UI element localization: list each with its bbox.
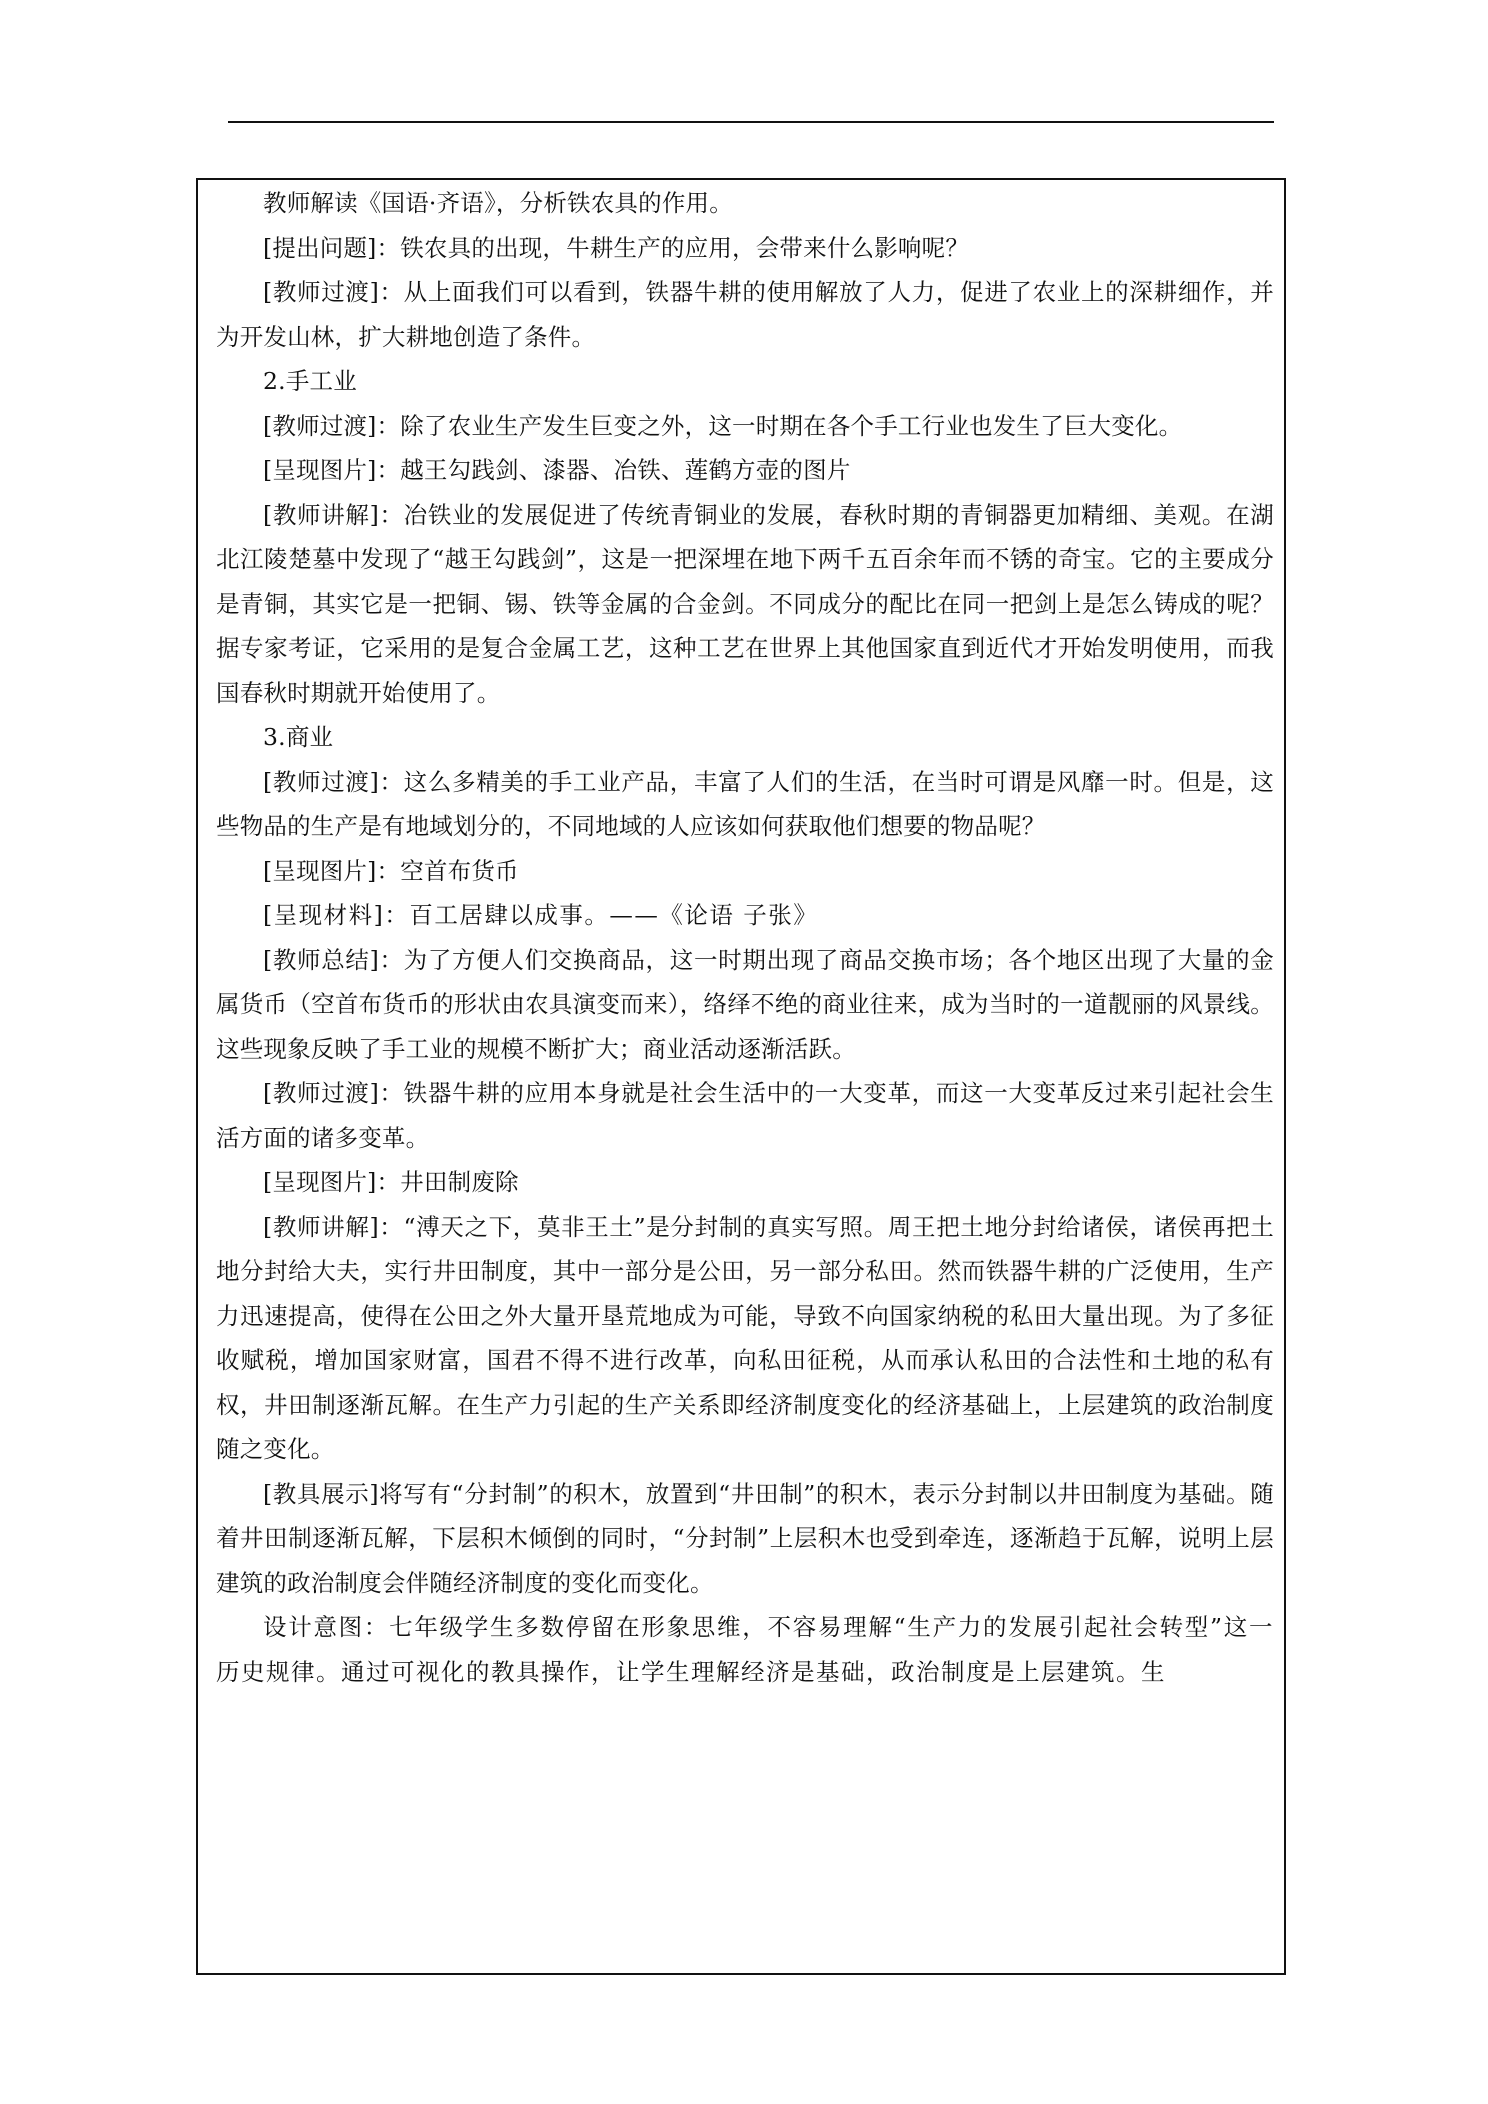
paragraph-reading: 教师解读《国语·齐语》，分析铁农具的作用。 [263, 189, 733, 217]
paragraph-explain-sword: [教师讲解]：冶铁业的发展促进了传统青铜业的发展，春秋时期的青铜器更加精细、美观。在湖北江陵楚墓中发现了“越王勾践剑”，这是一把深埋在地下两千五百余年而不锈的奇宝。它的主要成分是青铜，其实它是一把铜、锡、铁等金属的合金剑。不同成分的配比在同一把剑上是怎么铸成的呢？据专家考证，它采用的是复合金属工艺，这种工艺在世界上其他国家直到近代才开始发明使用，而我国春秋时期就开始使用了。 [216, 500, 1274, 707]
paragraph-show-image-jingtian: [呈现图片]：井田制废除 [263, 1168, 519, 1196]
paragraph-transition-handicraft: [教师过渡]：除了农业生产发生巨变之外，这一时期在各个手工行业也发生了巨大变化。 [263, 411, 1183, 440]
paragraph-design-intent: 设计意图：七年级学生多数停留在形象思维，不容易理解“生产力的发展引起社会转型”这一历史规律。通过可视化的教具操作，让学生理解经济是基础，政治制度是上层建筑。生 [216, 1613, 1274, 1686]
paragraph-show-images-handicraft: [呈现图片]：越王勾践剑、漆器、冶铁、莲鹤方壶的图片 [263, 456, 851, 484]
paragraph-show-material: [呈现材料]：百工居肆以成事。——《论语 子张》 [263, 901, 819, 929]
header-rule [228, 121, 1274, 123]
paragraph-summary-commerce: [教师总结]：为了方便人们交换商品，这一时期出现了商品交换市场；各个地区出现了大量的金属货币（空首布货币的形状由农具演变而来），络绎不绝的商业往来，成为当时的一道靓丽的风景线。这些现象反映了手工业的规模不断扩大；商业活动逐渐活跃。 [216, 945, 1274, 1063]
paragraph-transition-agriculture: [教师过渡]：从上面我们可以看到，铁器牛耕的使用解放了人力，促进了农业上的深耕细作，并为开发山林，扩大耕地创造了条件。 [216, 278, 1274, 351]
paragraph-question: [提出问题]：铁农具的出现，牛耕生产的应用，会带来什么影响呢？ [263, 233, 970, 262]
paragraph-show-image-currency: [呈现图片]：空首布货币 [263, 856, 519, 885]
paragraph-transition-society: [教师过渡]：铁器牛耕的应用本身就是社会生活中的一大变革，而这一大变革反过来引起社会生活方面的诸多变革。 [216, 1079, 1274, 1152]
paragraph-explain-jingtian: [教师讲解]：“溥天之下，莫非王土”是分封制的真实写照。周王把土地分封给诸侯，诸侯再把土地分封给大夫，实行井田制度，其中一部分是公田，另一部分私田。然而铁器牛耕的广泛使用，生产力迅速提高，使得在公田之外大量开垦荒地成为可能，导致不向国家纳税的私田大量出现。为了多征收赋税，增加国家财富，国君不得不进行改革，向私田征税，从而承认私田的合法性和土地的私有权，井田制逐渐瓦解。在生产力引起的生产关系即经济制度变化的经济基础上，上层建筑的政治制度随之变化。 [216, 1212, 1274, 1463]
paragraph-teaching-aid: [教具展示]将写有“分封制”的积木，放置到“井田制”的积木，表示分封制以井田制度为基础。随着井田制逐渐瓦解，下层积木倾倒的同时，“分封制”上层积木也受到牵连，逐渐趋于瓦解，说明上层建筑的政治制度会伴随经济制度的变化而变化。 [216, 1479, 1274, 1597]
heading-commerce: 3.商业 [263, 723, 334, 751]
heading-handicraft: 2.手工业 [263, 367, 357, 395]
lesson-content [216, 181, 1274, 1694]
paragraph-transition-commerce: [教师过渡]：这么多精美的手工业产品，丰富了人们的生活，在当时可谓是风靡一时。但是，这些物品的生产是有地域划分的，不同地域的人应该如何获取他们想要的物品呢？ [216, 767, 1274, 840]
